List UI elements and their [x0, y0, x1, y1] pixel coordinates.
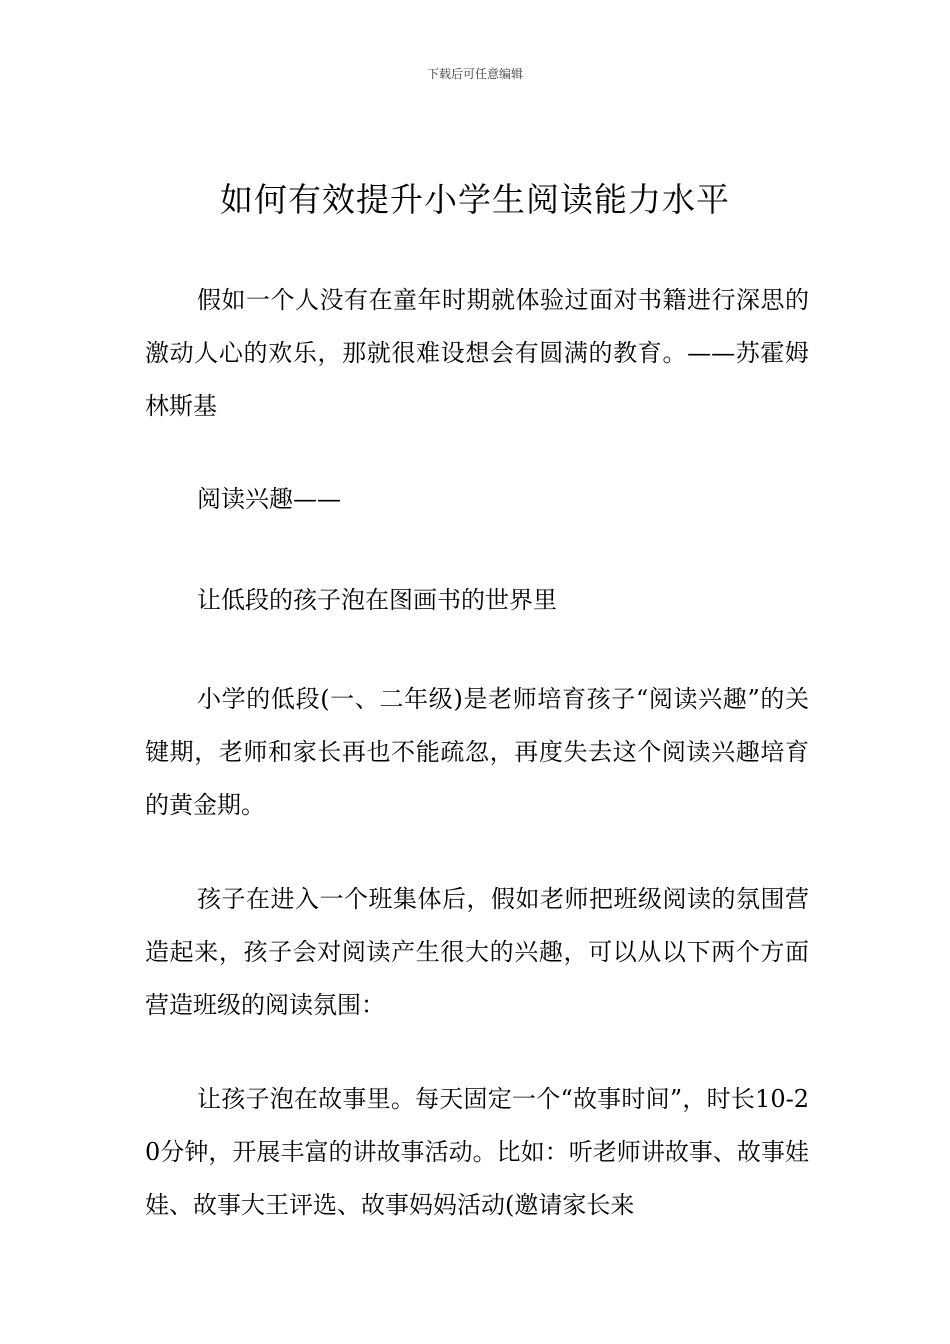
paragraph-body: 孩子在进入一个班集体后，假如老师把班级阅读的氛围营造起来，孩子会对阅读产生很大的兴趣，可以从以下两个方面营造班级的阅读氛围：	[145, 885, 809, 1019]
paragraph-section-heading: 阅读兴趣——	[197, 485, 341, 513]
document-title: 如何有效提升小学生阅读能力水平	[220, 180, 730, 219]
paragraph-body: 小学的低段(一、二年级)是老师培育孩子“阅读兴趣”的关键期，老师和家长再也不能疏忽，再度失去这个阅读兴趣培育的黄金期。	[145, 685, 809, 819]
header-note: 下载后可任意编辑	[426, 67, 523, 81]
paragraph-subheading: 让低段的孩子泡在图画书的世界里	[197, 586, 557, 614]
paragraph-body: 让孩子泡在故事里。每天固定一个“故事时间”，时长10-20分钟，开展丰富的讲故事活动。比如：听老师讲故事、故事娃娃、故事大王评选、故事妈妈活动(邀请家长来	[145, 1085, 809, 1219]
paragraph-quote: 假如一个人没有在童年时期就体验过面对书籍进行深思的激动人心的欢乐，那就很难设想会有圆满的教育。——苏霍姆林斯基	[145, 286, 809, 420]
